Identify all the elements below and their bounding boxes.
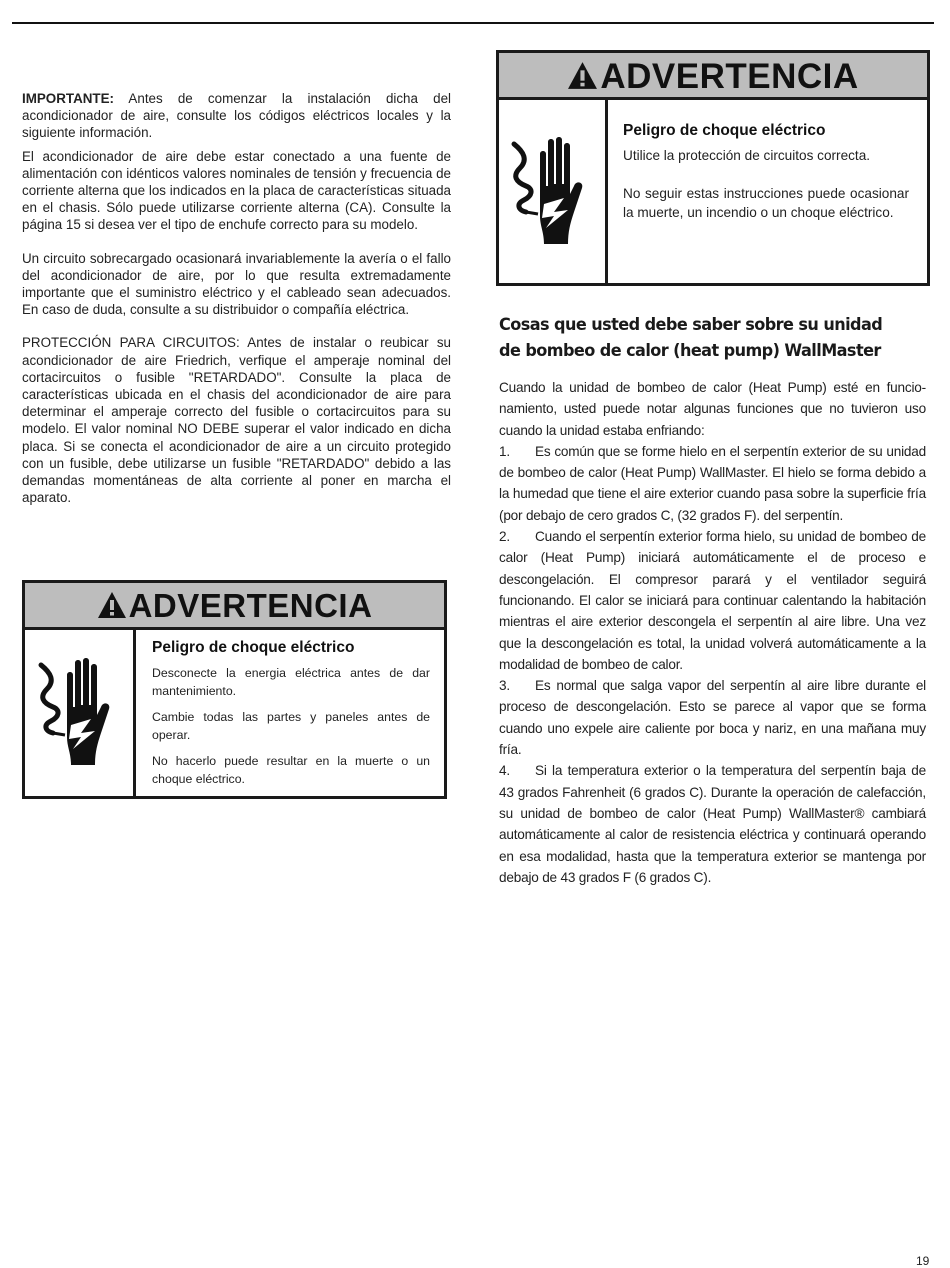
warning-box-right (496, 50, 930, 286)
warning-title: Peligro de choque eléctrico (152, 639, 355, 656)
warning-header (499, 53, 927, 100)
overload-paragraph: Un circuito sobrecargado ocasionará invariablemente la avería o el fallo del acondicionador de aire, por lo que resulta extremadamente importante que el suministro eléctrico y el cableado sean adecuados. En caso de duda, consulte a su distribuidor o compañía eléctrica. (22, 250, 451, 318)
important-label: IMPORTANTE: (22, 91, 114, 106)
right-column (499, 377, 926, 888)
hazard-icon-cell (499, 100, 608, 283)
important-text: Antes de comenzar la instalación dicha del acondicionador de aire, consulte los códigos eléctricos locales y la siguiente información. (22, 91, 451, 141)
warning-line: Desconecte la energia eléctrica antes de dar mantenimiento. (152, 666, 430, 698)
warning-line: No seguir estas instrucciones puede ocasionar la muerte, un incendio o un choque eléctrico. (623, 185, 909, 221)
list-item-text: Si la temperatura exterior o la temperatura del serpentín baja de 43 grados Fahrenheit (6 grados C). Durante la operación de calefacción, su unidad de bombeo de calor (Heat Pump) WallMaster® cambiará automáticamente al calor de resistencia eléctrica y continuará operando en esa modalidad, hasta que la temperatura exterior se mantenga por debajo de 43 grados F (6 grados C). (499, 763, 926, 885)
warning-line: No hacerlo puede resultar en la muerte o un choque eléctrico. (152, 754, 430, 786)
electric-shock-hand-icon (506, 132, 598, 252)
warning-text (608, 100, 927, 283)
list-item-number: 2. (499, 529, 510, 545)
list-item (499, 441, 926, 526)
warning-box-left (22, 580, 447, 799)
warning-line: Utilice la protección de circuitos correcta. (623, 148, 871, 164)
list-item-number: 4. (499, 763, 510, 779)
list-item-text: Es normal que salga vapor del serpentín al aire libre durante el proceso de descongelación. Esto se parece al vapor que se forma cuando uno expele aire caliente por boca y nariz, en una mañana muy fría. (499, 678, 926, 758)
intro-paragraph: Cuando la unidad de bombeo de calor (Heat Pump) esté en funcio-namiento, usted puede notar algunas funciones que no tuvieron uso cuando la unidad estaba enfriando: (499, 380, 926, 438)
important-paragraph (22, 90, 451, 142)
list-item-number: 3. (499, 678, 510, 694)
warning-title: Peligro de choque eléctrico (623, 122, 826, 139)
warning-header-text: ADVERTENCIA (128, 587, 373, 624)
warning-line: Cambie todas las partes y paneles antes de operar. (152, 710, 430, 742)
warning-header-text: ADVERTENCIA (600, 57, 859, 96)
warning-triangle-icon (97, 591, 127, 619)
warning-triangle-icon (567, 61, 598, 90)
left-column (22, 90, 451, 522)
list-item-number: 1. (499, 443, 510, 459)
electric-shock-hand-icon (33, 653, 125, 773)
hazard-icon-cell (25, 630, 136, 796)
warning-header (25, 583, 444, 630)
list-item-text: Es común que se forme hielo en el serpentín exterior de su unidad de bombeo de calor (Heat Pump) WallMaster. El hielo se forma debido a la humedad que tiene el aire exterior cuando pasa sobre la superficie fría (por debajo de cero grados C, (32 grados F). del serpentín. (499, 443, 926, 523)
power-supply-paragraph: El acondicionador de aire debe estar conectado a una fuente de alimentación con idénticos valores nominales de tensión y frecuencia de corriente alterna que los indicados en la placa de características situada en el chasis. Sólo puede utilizarse corriente alterna (CA). Consulte la página 15 si desea ver el tipo de enchufe correcto para su modelo. (22, 148, 451, 233)
list-item (499, 760, 926, 888)
list-item-text: Cuando el serpentín exterior forma hielo, su unidad de bombeo de calor (Heat Pump) iniciará automáticamente el de proceso e descongelación. El compresor parará y el ventilador seguirá funcionando. El calor se iniciará para continuar calentando la habitación mientras el aire exterior descongela el serpentín al aire libre. Una vez que la descongelación es total, la unidad volverá automáticamente a la modalidad de bombeo de calor. (499, 529, 926, 672)
top-rule (12, 22, 934, 24)
section-heading: Cosas que usted debe saber sobre su unidad de bombeo de calor (heat pump) WallMaster (499, 315, 883, 361)
circuit-protection-paragraph: PROTECCIÓN PARA CIRCUITOS: Antes de instalar o reubicar su acondicionador de aire Friedrich, verfique el amperaje nominal del cortacircuitos o fusible "RETARDADO". Consulte la placa de características ubicada en el chasis del acondicionador de aire para determinar el amperaje correcto del fusible o cortacircuitos para su modelo. El valor nominal NO DEBE superar el valor indicado en dicha placa. Si se conecta el acondicionador de aire a un circuito protegido con un fusible, debe utilizarse un fusible "RETARDADO" debido a las demandas momentáneas de alta corriente al poner en marcha el aparato. (22, 335, 451, 506)
list-item (499, 675, 926, 760)
page-number: 19 (916, 1254, 930, 1268)
list-item (499, 526, 926, 675)
warning-text (136, 630, 444, 796)
